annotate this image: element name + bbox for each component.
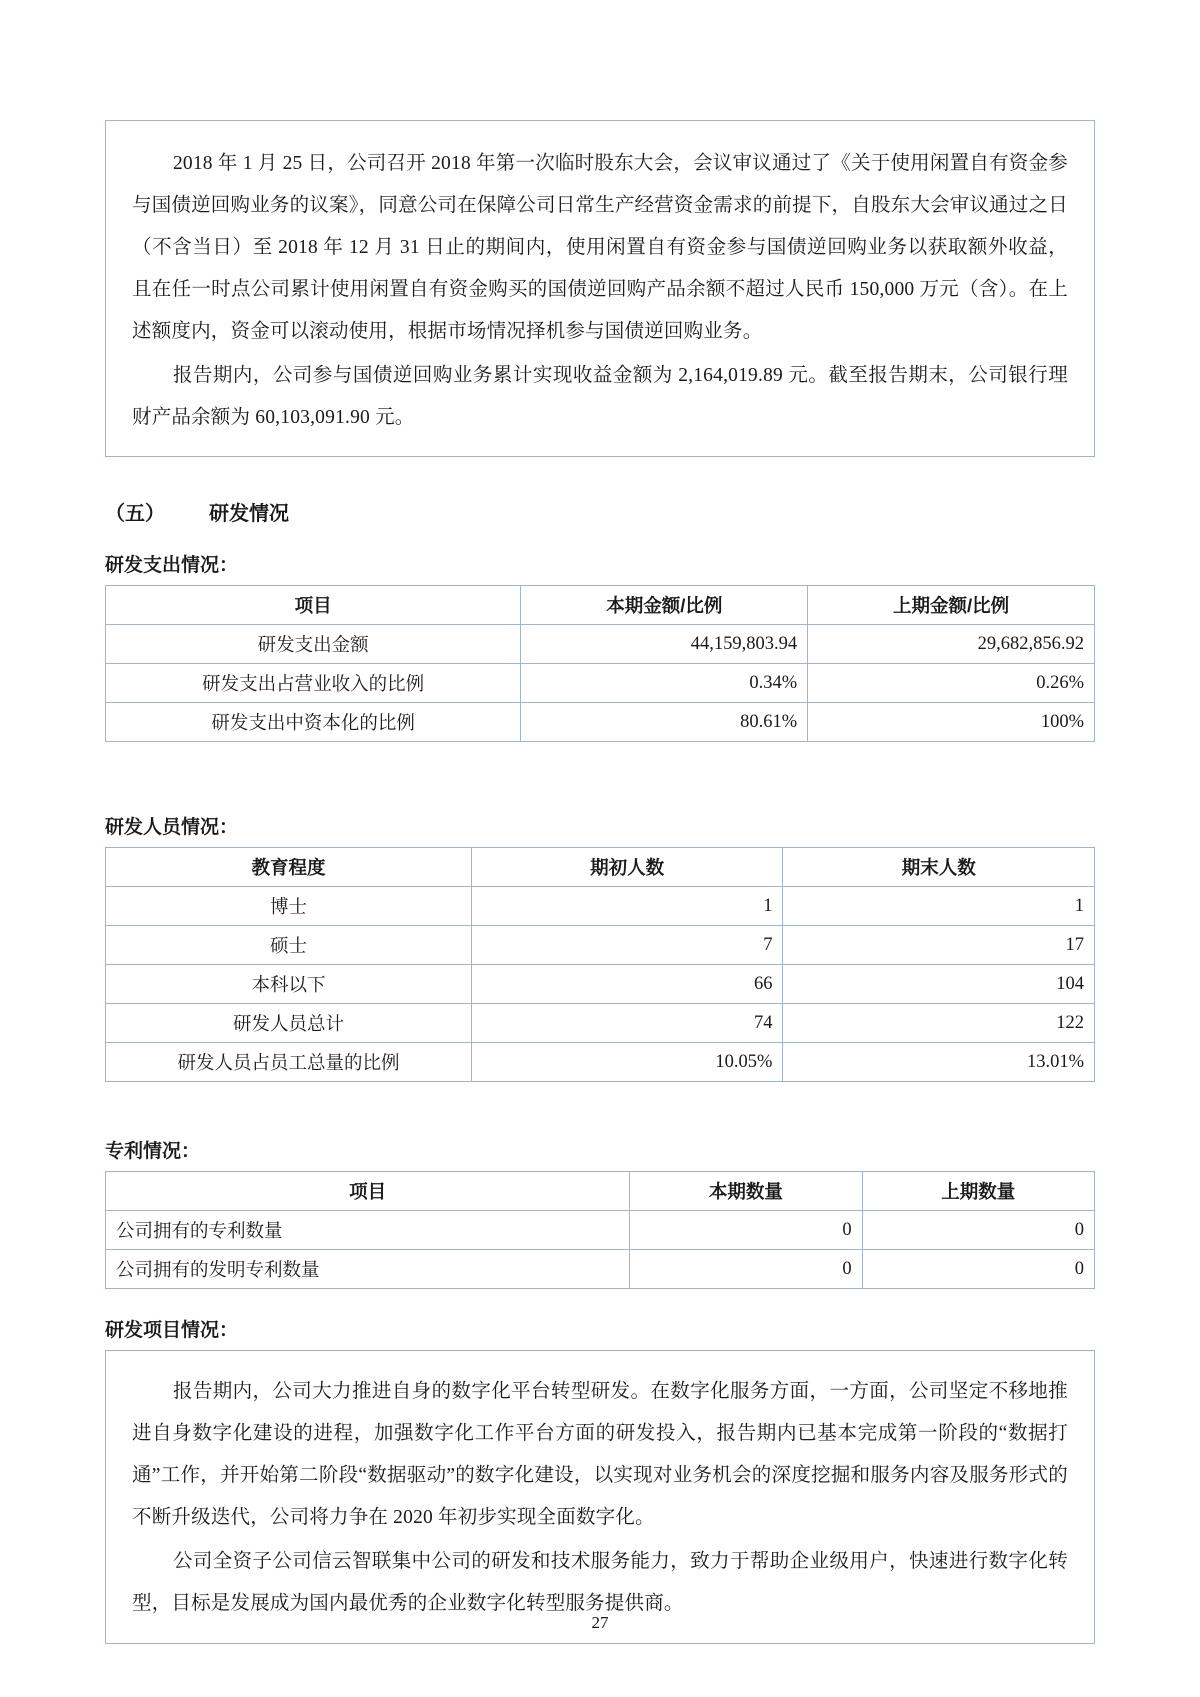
patents-r1-c1: 0 bbox=[630, 1250, 862, 1289]
rd-expense-r2-c2: 100% bbox=[808, 703, 1095, 742]
rd-expense-r1-c1: 0.34% bbox=[521, 664, 808, 703]
patents-r1-c0: 公司拥有的发明专利数量 bbox=[106, 1250, 630, 1289]
rd-staff-r2-c0: 本科以下 bbox=[106, 965, 472, 1004]
rd-projects-paragraph-2: 公司全资子公司信云智联集中公司的研发和技术服务能力，致力于帮助企业级用户，快速进行数字化转型，目标是发展成为国内最优秀的企业数字化转型服务提供商。 bbox=[132, 1551, 1068, 1615]
table-row bbox=[106, 1250, 1095, 1289]
table-row bbox=[106, 926, 1095, 965]
rd-expense-r1-c2: 0.26% bbox=[808, 664, 1095, 703]
table-row bbox=[106, 965, 1095, 1004]
rd-expense-r2-c0: 研发支出中资本化的比例 bbox=[106, 703, 521, 742]
table-row bbox=[106, 1211, 1095, 1250]
rd-expense-label: 研发支出情况： bbox=[105, 555, 239, 577]
rd-staff-r1-c1: 7 bbox=[471, 926, 783, 965]
spacer bbox=[105, 742, 1095, 788]
rd-staff-r0-c1: 1 bbox=[471, 887, 783, 926]
rd-expense-table bbox=[105, 585, 1095, 742]
rd-staff-r2-c1: 66 bbox=[471, 965, 783, 1004]
section-number: （五） bbox=[105, 503, 165, 526]
patents-header-0: 项目 bbox=[106, 1172, 630, 1211]
table-header-row bbox=[106, 586, 1095, 625]
rd-staff-header-1: 期初人数 bbox=[471, 848, 783, 887]
table-row bbox=[106, 625, 1095, 664]
rd-expense-r0-c0: 研发支出金额 bbox=[106, 625, 521, 664]
rd-staff-r1-c0: 硕士 bbox=[106, 926, 472, 965]
rd-expense-header-1: 本期金额/比例 bbox=[521, 586, 808, 625]
rd-staff-header-2: 期末人数 bbox=[783, 848, 1095, 887]
rd-projects-box bbox=[105, 1350, 1095, 1644]
patents-r0-c2: 0 bbox=[862, 1211, 1094, 1250]
table-row bbox=[106, 664, 1095, 703]
rd-expense-header-2: 上期金额/比例 bbox=[808, 586, 1095, 625]
rd-staff-r2-c2: 104 bbox=[783, 965, 1095, 1004]
rd-staff-table bbox=[105, 847, 1095, 1082]
patents-label: 专利情况： bbox=[105, 1141, 201, 1163]
rd-staff-label: 研发人员情况： bbox=[105, 817, 239, 839]
rd-staff-r0-c2: 1 bbox=[783, 887, 1095, 926]
patents-table bbox=[105, 1171, 1095, 1289]
rd-staff-r4-c0: 研发人员占员工总量的比例 bbox=[106, 1043, 472, 1082]
table-header-row bbox=[106, 848, 1095, 887]
rd-staff-r3-c0: 研发人员总计 bbox=[106, 1004, 472, 1043]
rd-staff-header-0: 教育程度 bbox=[106, 848, 472, 887]
rd-expense-r0-c1: 44,159,803.94 bbox=[521, 625, 808, 664]
intro-paragraph-1: 2018 年 1 月 25 日，公司召开 2018 年第一次临时股东大会，会议审议通过了《关于使用闲置自有资金参与国债逆回购业务的议案》，同意公司在保障公司日常生产经营资金需求的前提下，自股东大会审议通过之日（不含当日）至 2018 年 12 月 31 日止的期间内，使用闲置自有资金参与国债逆回购业务以获取额外收益，且在任一时点公司累计使用闲置自有资金购买的国债逆回购产品余额不超过人民币 150,000 万元（含）。在上述额度内，资金可以滚动使用，根据市场情况择机参与国债逆回购业务。 bbox=[132, 153, 1068, 342]
intro-paragraph-2: 报告期内，公司参与国债逆回购业务累计实现收益金额为 2,164,019.89 元。截至报告期末，公司银行理财产品余额为 60,103,091.90 元。 bbox=[132, 364, 1068, 428]
patents-r0-c0: 公司拥有的专利数量 bbox=[106, 1211, 630, 1250]
patents-r0-c1: 0 bbox=[630, 1211, 862, 1250]
rd-projects-label: 研发项目情况： bbox=[105, 1320, 239, 1342]
patents-r1-c2: 0 bbox=[862, 1250, 1094, 1289]
rd-staff-r4-c1: 10.05% bbox=[471, 1043, 783, 1082]
rd-expense-header-0: 项目 bbox=[106, 586, 521, 625]
table-row bbox=[106, 1043, 1095, 1082]
rd-staff-r0-c0: 博士 bbox=[106, 887, 472, 926]
rd-staff-r4-c2: 13.01% bbox=[783, 1043, 1095, 1082]
rd-expense-r1-c0: 研发支出占营业收入的比例 bbox=[106, 664, 521, 703]
rd-staff-r3-c2: 122 bbox=[783, 1004, 1095, 1043]
rd-expense-r2-c1: 80.61% bbox=[521, 703, 808, 742]
table-row bbox=[106, 703, 1095, 742]
spacer bbox=[105, 1082, 1095, 1112]
rd-staff-r3-c1: 74 bbox=[471, 1004, 783, 1043]
section-title: 研发情况 bbox=[209, 503, 289, 526]
section-heading bbox=[105, 497, 1095, 526]
page-number: 27 bbox=[591, 1613, 609, 1632]
rd-staff-r1-c2: 17 bbox=[783, 926, 1095, 965]
table-header-row bbox=[106, 1172, 1095, 1211]
patents-header-1: 本期数量 bbox=[630, 1172, 862, 1211]
rd-expense-r0-c2: 29,682,856.92 bbox=[808, 625, 1095, 664]
intro-paragraph-box bbox=[105, 120, 1095, 457]
patents-header-2: 上期数量 bbox=[862, 1172, 1094, 1211]
table-row bbox=[106, 887, 1095, 926]
table-row bbox=[106, 1004, 1095, 1043]
rd-projects-paragraph-1: 报告期内，公司大力推进自身的数字化平台转型研发。在数字化服务方面，一方面，公司坚定不移地推进自身数字化建设的进程，加强数字化工作平台方面的研发投入，报告期内已基本完成第一阶段的“数据打通”工作，并开始第二阶段“数据驱动”的数字化建设，以实现对业务机会的深度挖掘和服务内容及服务形式的不断升级迭代，公司将力争在 2020 年初步实现全面数字化。 bbox=[132, 1381, 1068, 1529]
